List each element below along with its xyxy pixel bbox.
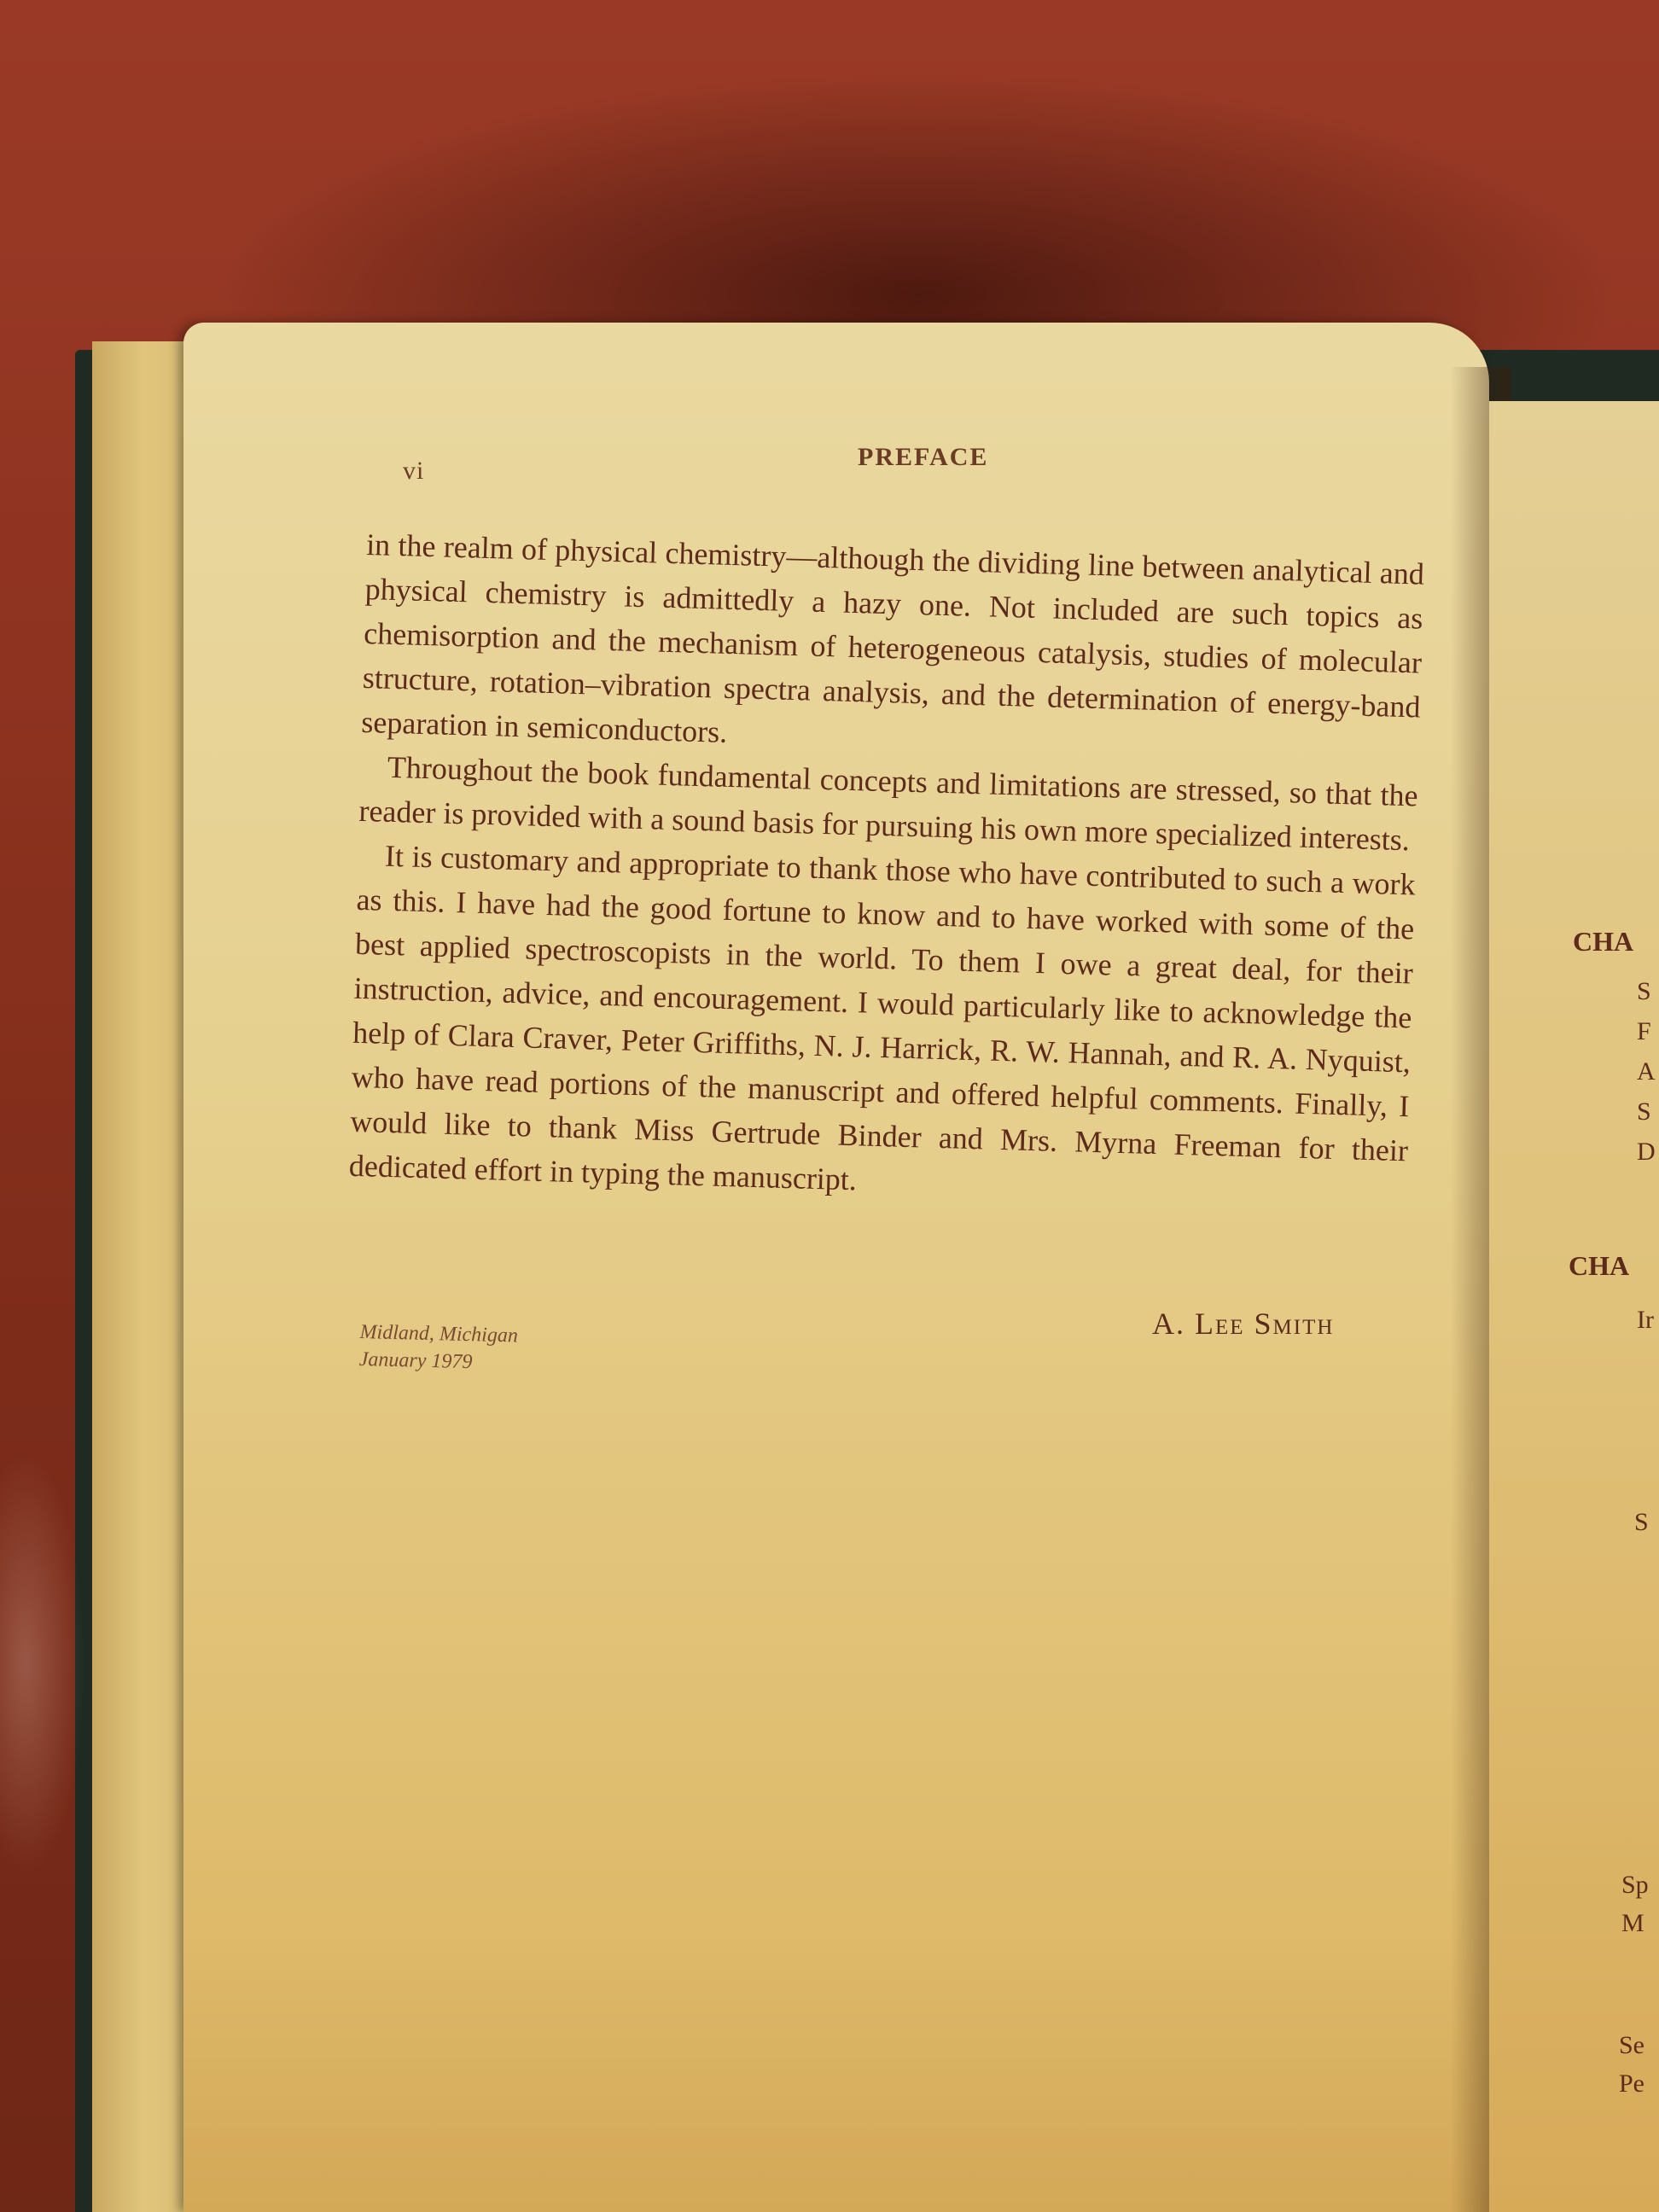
paragraph: Throughout the book fundamental concepts and limitations are stressed, so that the reader is provided with a sound basis for pursuing his own more specialized interests. — [358, 749, 1419, 858]
facing-page-fragment: S — [1634, 1508, 1649, 1536]
author-signature: A. Lee Smith — [1152, 1307, 1335, 1341]
facing-page-fragment: A — [1637, 1057, 1656, 1086]
facing-page-fragment: Ir — [1637, 1306, 1654, 1334]
date: January 1979 — [358, 1348, 473, 1374]
page-number: vi — [403, 457, 425, 485]
facing-page-fragment: D — [1637, 1138, 1656, 1166]
facing-page-fragment: CHA — [1573, 926, 1634, 957]
facing-page-fragment: M — [1621, 1909, 1644, 1937]
place-date — [358, 1318, 518, 1377]
facing-page-fragment: Pe — [1619, 2069, 1644, 2098]
place: Midland, Michigan — [359, 1320, 519, 1348]
paragraph: in the realm of physical chemistry—although the dividing line between analytical and physical chemistry is admittedly a hazy one. Not included are such topics as chemisorption and the mechanism of heterogeneous catalysis, studies of molecular structure, rotation–vibration spectra analysis, and the determination of energy-band separation in semiconductors. — [360, 527, 1425, 749]
facing-page-fragment: S — [1637, 977, 1651, 1005]
preface-body — [348, 522, 1424, 1217]
facing-page-fragment: CHA — [1569, 1250, 1630, 1281]
paragraph: It is customary and appropriate to thank those who have contributed to such a work as this. I have had the good fortune to know and to have worked with some of the best applied spectroscopists in the world. To them I owe a great deal, for their instruction, advice, and encouragement. I would particularly like to acknowledge the help of Clara Craver, Peter Griffiths, N. J. Harrick, R. W. Hannah, and R. A. Nyquist, who have read portions of the manuscript and offered helpful comments. Finally, I would like to thank Miss Gertrude Binder and Mrs. Myrna Freeman for their dedicated effort in typing the manuscript. — [348, 838, 1417, 1197]
facing-page-fragment: F — [1637, 1017, 1651, 1045]
right-page — [1489, 401, 1659, 2212]
facing-page-fragment: Sp — [1621, 1871, 1649, 1899]
cover-gloss — [0, 1451, 85, 1877]
facing-page-fragment: Se — [1619, 2031, 1644, 2059]
running-head — [0, 431, 1659, 485]
facing-page-fragment: S — [1637, 1097, 1651, 1126]
page-title: PREFACE — [858, 443, 989, 471]
